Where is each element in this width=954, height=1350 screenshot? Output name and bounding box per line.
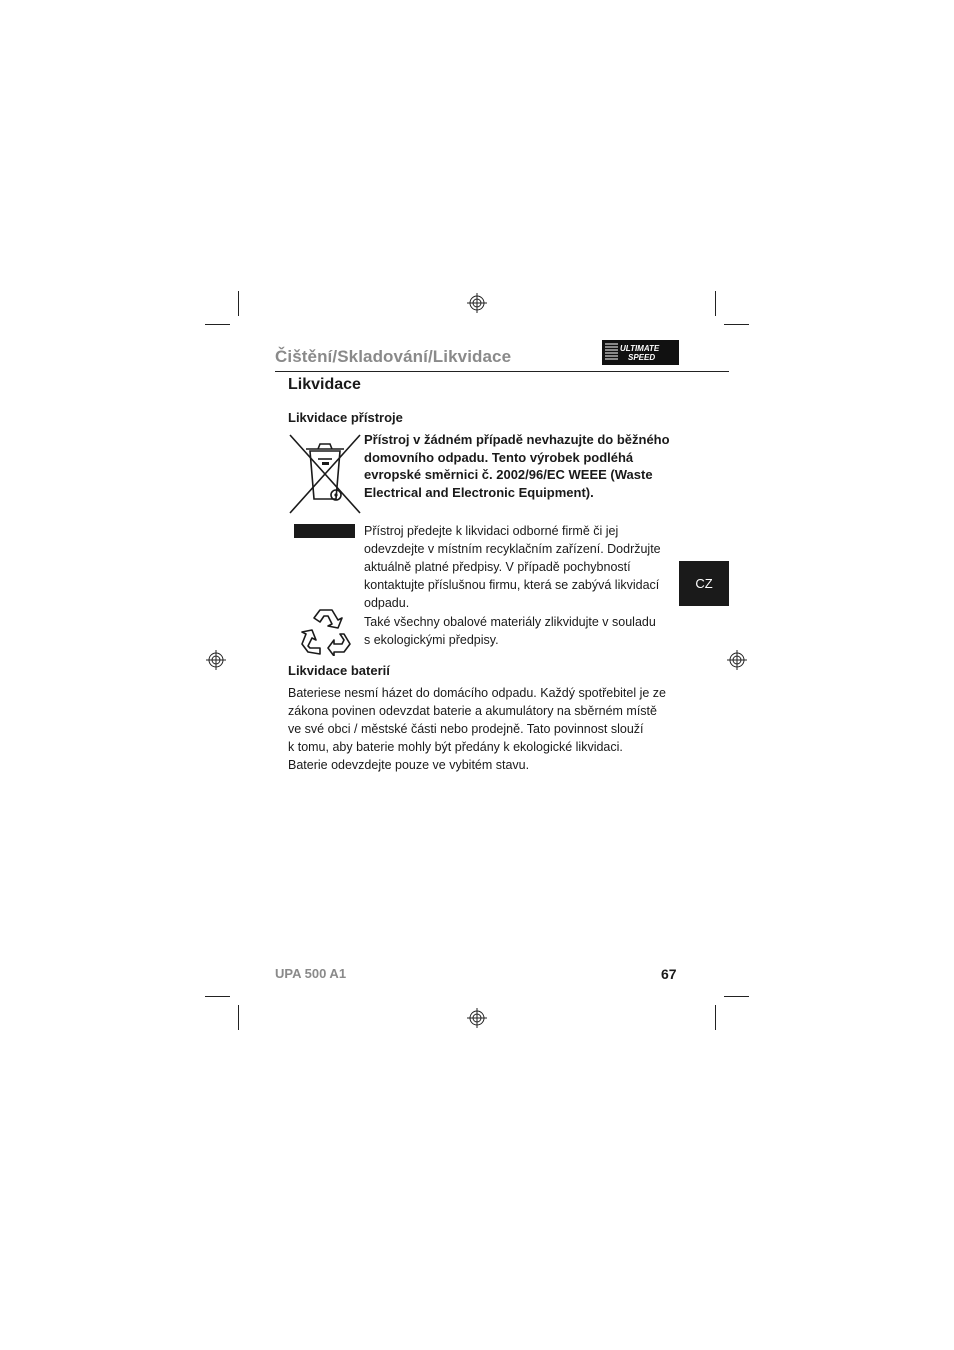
crop-mark bbox=[724, 324, 749, 325]
text-line: kontaktujte příslušnou firmu, která se zabývá likvidací bbox=[364, 578, 660, 592]
registration-mark-icon bbox=[727, 650, 747, 670]
crop-mark bbox=[205, 996, 230, 997]
text-line: zákona povinen odevzdat baterie a akumulátory na sběrném místě bbox=[288, 704, 657, 718]
crop-mark bbox=[238, 291, 239, 316]
text-line: s ekologickými předpisy. bbox=[364, 633, 499, 647]
device-disposal-paragraph bbox=[364, 522, 684, 612]
text-line: Také všechny obalové materiály zlikvidujte v souladu bbox=[364, 615, 656, 629]
black-bar bbox=[294, 524, 355, 538]
crop-mark bbox=[724, 996, 749, 997]
battery-disposal-heading: Likvidace baterií bbox=[288, 663, 390, 678]
weee-warning-text: Přístroj v žádném případě nevhazujte do běžného domovního odpadu. Tento výrobek podléhá evropské směrnici č. 2002/96/EC WEEE (Waste Electrical and Electronic Equipment). bbox=[364, 432, 670, 500]
section-title: Likvidace bbox=[288, 376, 361, 393]
crossed-out-wheelie-bin-icon bbox=[288, 433, 362, 519]
registration-mark-icon bbox=[467, 1008, 487, 1028]
page-header-title: Čištění/Skladování/Likvidace bbox=[275, 347, 512, 366]
text-line: Bateriese nesmí házet do domácího odpadu. Každý spotřebitel je ze bbox=[288, 686, 667, 700]
text-line: k tomu, aby baterie mohly být předány k ekologické likvidaci. bbox=[288, 740, 623, 754]
footer-model-name: UPA 500 A1 bbox=[275, 966, 347, 981]
registration-mark-icon bbox=[467, 293, 487, 313]
svg-text:ULTIMATE: ULTIMATE bbox=[620, 344, 660, 353]
header-divider bbox=[275, 371, 729, 372]
text-line: odpadu. bbox=[364, 596, 410, 610]
crop-mark bbox=[238, 1005, 239, 1030]
text-line: Baterie odevzdejte pouze ve vybitém stavu. bbox=[288, 758, 530, 772]
recycling-arrows-icon bbox=[300, 604, 352, 656]
text-line: aktuálně platné předpisy. V případě pochybností bbox=[364, 560, 631, 574]
device-disposal-heading: Likvidace přístroje bbox=[288, 410, 403, 425]
page-number: 67 bbox=[661, 966, 677, 982]
crop-mark bbox=[715, 291, 716, 316]
registration-mark-icon bbox=[206, 650, 226, 670]
packaging-disposal-paragraph bbox=[364, 613, 684, 649]
crop-mark bbox=[715, 1005, 716, 1030]
text-line: odevzdejte v místním recyklačním zařízení. Dodržujte bbox=[364, 542, 661, 556]
language-tab: CZ bbox=[679, 561, 729, 606]
brand-logo bbox=[602, 340, 679, 365]
text-line: Přístroj předejte k likvidaci odborné firmě či jej bbox=[364, 524, 619, 538]
text-line: ve své obci / městské části nebo prodejně. Tato povinnost slouží bbox=[288, 722, 644, 736]
svg-text:SPEED: SPEED bbox=[628, 353, 656, 362]
battery-disposal-paragraph bbox=[288, 684, 688, 774]
crop-mark bbox=[205, 324, 230, 325]
